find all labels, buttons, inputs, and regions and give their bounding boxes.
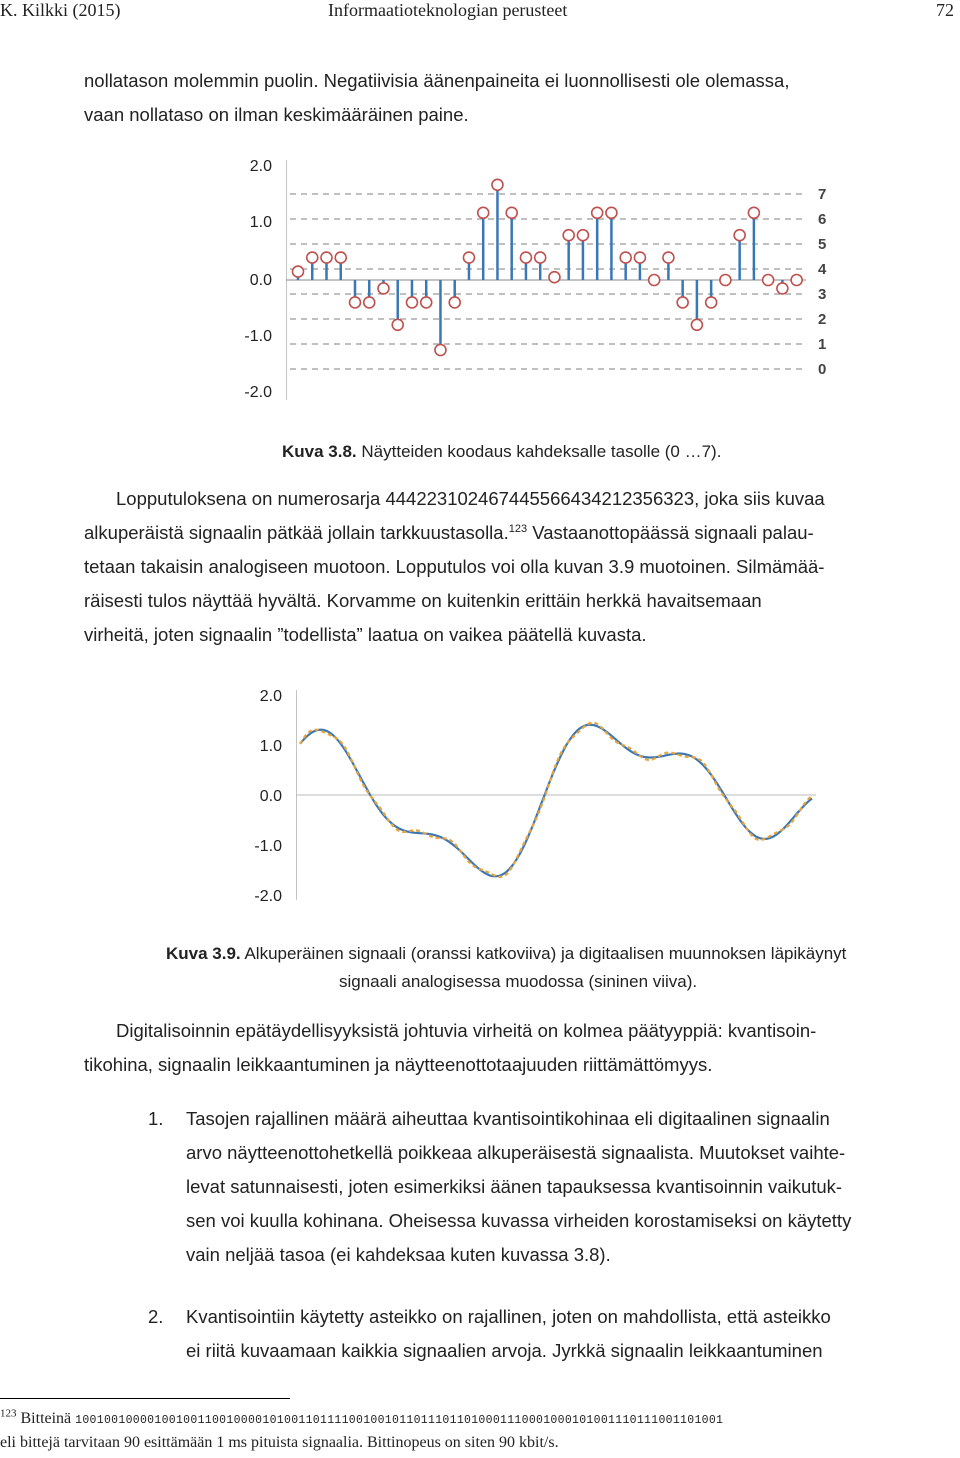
list-number: 2. [148, 1306, 164, 1327]
body-paragraph [84, 482, 956, 652]
sample-point [577, 230, 588, 241]
sample-point [592, 207, 603, 218]
body-paragraph [84, 1014, 956, 1082]
sample-point [777, 283, 788, 294]
paragraph-line: Lopputuloksena on numerosarja 444223102467445566434212356323, joka siis kuvaa [116, 488, 825, 509]
paragraph-line: tetaan takaisin analogiseen muotoon. Lopputulos voi olla kuvan 3.9 muotoinen. Silmämää- [84, 556, 825, 577]
sample-point [734, 230, 745, 241]
sample-point [335, 252, 346, 263]
level-label: 1 [818, 336, 827, 353]
sample-point [392, 319, 403, 330]
y-tick-label: 0.0 [249, 272, 272, 289]
sample-point [706, 297, 717, 308]
level-label: 0 [818, 361, 827, 378]
sample-point [634, 252, 645, 263]
quantization-stem-chart [286, 160, 826, 400]
footnote-rule [0, 1398, 290, 1399]
sample-point [463, 252, 474, 263]
reconstructed-signal-chart [296, 690, 826, 900]
paragraph-line: räisesti tulos näyttää hyvältä. Korvamme on kuitenkin erittäin herkkä havaitsemaan [84, 590, 762, 611]
list-text: Kvantisointiin käytetty asteikko on rajallinen, joten on mahdollista, että asteikko ei riitä kuvaamaan kaikkia signaalien arvoja. Jyrkkä signaalin leikkaantuminen [186, 1306, 831, 1361]
intro-line: vaan nollataso on ilman keskimääräinen paine. [84, 104, 469, 125]
sample-point [563, 230, 574, 241]
level-label: 6 [818, 211, 827, 228]
caption-text: Alkuperäinen signaali (oranssi katkoviiva) ja digitaalisen muunnoksen läpikäynyt [244, 944, 847, 963]
intro-line: nollatason molemmin puolin. Negatiivisia äänenpaineita ei luonnollisesti ole olemassa, [84, 70, 790, 91]
reconstructed-signal-line [300, 725, 812, 877]
page-header [0, 0, 960, 22]
level-label: 3 [818, 286, 827, 303]
level-label: 7 [818, 186, 827, 203]
y-tick-label: -2.0 [254, 888, 282, 905]
sample-point [677, 297, 688, 308]
footnote-ref[interactable]: 123 [508, 522, 528, 535]
y-tick-label: 1.0 [249, 214, 272, 231]
y-tick-label: 0.0 [259, 788, 282, 805]
caption-text: Näytteiden koodaus kahdeksalle tasolle (0 …7). [361, 442, 722, 461]
y-tick-label: 1.0 [259, 738, 282, 755]
sample-point [720, 275, 731, 286]
paragraph-line: tikohina, signaalin leikkaantuminen ja näytteenottotaajuuden riittämättömyys. [84, 1054, 713, 1075]
sample-point [520, 252, 531, 263]
page-number: 72 [936, 0, 954, 20]
level-label: 4 [818, 261, 827, 278]
sample-point [364, 297, 375, 308]
sample-point [549, 272, 560, 283]
paragraph-line: Digitalisoinnin epätäydellisyyksistä johtuvia virheitä on kolmea päätyyppiä: kvantisoin- [116, 1020, 817, 1041]
caption-text: signaali analogisessa muodossa (sininen viiva). [339, 972, 698, 991]
sample-point [449, 297, 460, 308]
y-tick-label: 2.0 [249, 158, 272, 175]
footnote-label: Bitteinä [20, 1410, 72, 1427]
header-title: Informaatioteknologian perusteet [328, 0, 568, 20]
sample-point [492, 179, 503, 190]
level-label: 5 [818, 236, 827, 253]
figure-caption [282, 438, 721, 466]
sample-point [663, 252, 674, 263]
sample-point [321, 252, 332, 263]
sample-point [691, 319, 702, 330]
caption-label: Kuva 3.8. [282, 442, 357, 461]
footnote [0, 1408, 723, 1432]
list-text: Tasojen rajallinen määrä aiheuttaa kvantisointikohinaa eli digitaalinen signaalin arvo näytteenottohetkellä poikkeaa alkuperäisestä signaalista. Muutokset vaihte- levat satunnaisesti, joten esimerkiksi äänen tapauksessa kvantisoinnin vaikutuk- sen voi kuulla kohinana. Oheisessa kuvassa virheiden korostamiseksi on käytetty vain neljää tasoa (ei kahdeksaa kuten kuvassa 3.8). [186, 1108, 852, 1265]
sample-point [506, 207, 517, 218]
level-label: 2 [818, 311, 827, 328]
footnote-number: 123 [0, 1407, 17, 1420]
caption-label: Kuva 3.9. [166, 944, 241, 963]
figure-caption [166, 940, 956, 996]
sample-point [435, 345, 446, 356]
list-number: 1. [148, 1108, 164, 1129]
paragraph-line: alkuperäistä signaalin pätkää jollain tarkkuustasolla.$^{123}$ Vastaanottopäässä signaali palau- [84, 522, 814, 543]
sample-point [620, 252, 631, 263]
footnote-line: eli bittejä tarvitaan 90 esittämään 1 ms pituista signaalia. Bittinopeus on siten 90 kbit/s. [0, 1434, 559, 1451]
header-author: K. Kilkki (2015) [0, 0, 121, 20]
sample-point [763, 275, 774, 286]
intro-paragraph [84, 64, 954, 132]
original-signal-line [300, 723, 812, 877]
y-tick-label: -1.0 [254, 838, 282, 855]
sample-point [406, 297, 417, 308]
sample-point [478, 207, 489, 218]
y-tick-label: -1.0 [244, 328, 272, 345]
sample-point [791, 275, 802, 286]
sample-point [421, 297, 432, 308]
paragraph-line: virheitä, joten signaalin ”todellista” laatua on vaikea päätellä kuvasta. [84, 624, 647, 645]
sample-point [535, 252, 546, 263]
sample-point [748, 207, 759, 218]
y-tick-label: -2.0 [244, 384, 272, 401]
sample-point [378, 283, 389, 294]
sample-point [293, 266, 304, 277]
sample-point [307, 252, 318, 263]
y-tick-label: 2.0 [259, 688, 282, 705]
sample-point [606, 207, 617, 218]
footnote-bits: 100100100001001001100100001010011011110010010110111011010001110001000101001110111001101001 [75, 1414, 724, 1427]
sample-point [349, 297, 360, 308]
sample-point [649, 275, 660, 286]
